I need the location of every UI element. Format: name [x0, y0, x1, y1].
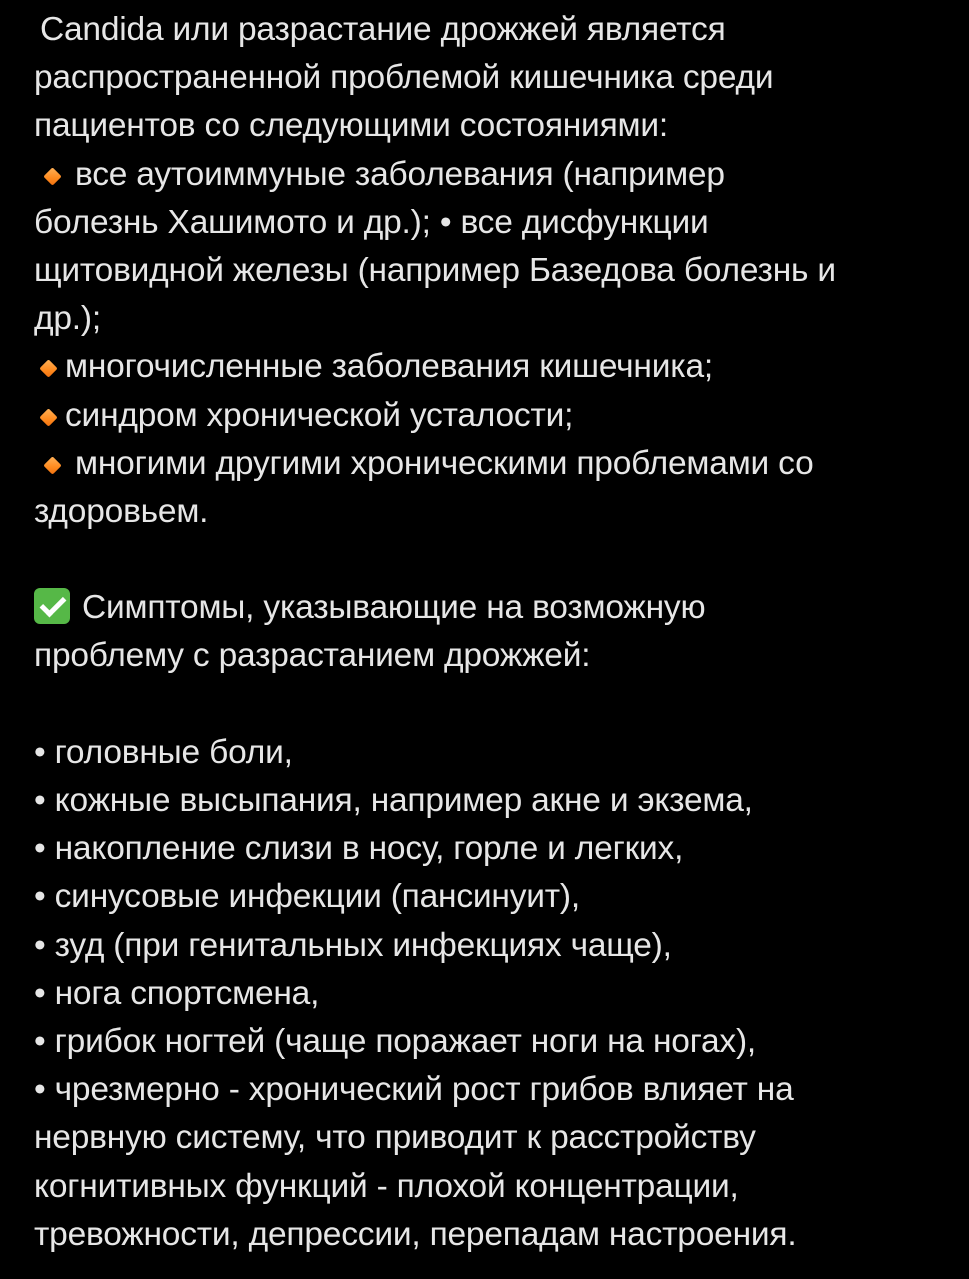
- symptom-item: когнитивных функций - плохой концентрации,: [34, 1167, 739, 1205]
- condition-text: синдром хронической усталости;: [65, 396, 574, 434]
- condition-text-line: щитовидной железы (например Базедова болезнь и: [34, 251, 836, 289]
- spacer: [34, 536, 954, 584]
- symptom-item: • кожные высыпания, например акне и экзема,: [34, 782, 753, 819]
- spacer: [34, 681, 954, 729]
- symptom-item: • нога спортсмена,: [34, 974, 320, 1012]
- condition-text-line: др.);: [34, 300, 101, 338]
- condition-text-line: болезнь Хашимото и др.); • все дисфункции: [34, 203, 709, 241]
- symptom-item: • синусовые инфекции (пансинуит),: [34, 878, 580, 916]
- orange-diamond-icon: [39, 360, 57, 378]
- message-text: [34, 6, 954, 1259]
- symptom-item: тревожности, депрессии, перепадам настроения.: [34, 1215, 797, 1253]
- symptoms-heading-text: Симптомы, указывающие на возможную: [82, 589, 706, 627]
- condition-text: многочисленные заболевания кишечника;: [65, 348, 713, 386]
- symptom-item: • чрезмерно - хронический рост грибов влияет на: [34, 1071, 794, 1109]
- condition-text-line: здоровьем.: [34, 492, 209, 530]
- intro-line: пациентов со следующими состояниями:: [34, 107, 668, 145]
- condition-text: все аутоиммуные заболевания (например: [75, 155, 725, 193]
- orange-diamond-icon: [43, 167, 61, 185]
- orange-diamond-icon: [43, 456, 61, 474]
- symptoms-heading-text: проблему с разрастанием дрожжей:: [34, 637, 591, 675]
- condition-item: [34, 392, 954, 440]
- condition-item: [34, 151, 954, 199]
- symptom-item: • грибок ногтей (чаще поражает ноги на ногах),: [34, 1022, 757, 1060]
- symptom-item: • головные боли,: [34, 733, 293, 771]
- condition-text: многими другими хроническими проблемами со: [75, 444, 814, 482]
- orange-diamond-icon: [39, 408, 57, 426]
- symptom-item: • накопление слизи в носу, горле и легких,: [34, 830, 684, 868]
- condition-item: [34, 343, 954, 391]
- symptom-item: нервную систему, что приводит к расстройству: [34, 1119, 756, 1157]
- symptoms-heading: [34, 584, 954, 632]
- intro-line: распространенной проблемой кишечника среди: [34, 59, 774, 97]
- intro-line: Candida или разрастание дрожжей является: [40, 11, 726, 48]
- check-mark-button-icon: [34, 588, 70, 624]
- symptom-item: • зуд (при генитальных инфекциях чаще),: [34, 926, 672, 964]
- condition-item: [34, 440, 954, 488]
